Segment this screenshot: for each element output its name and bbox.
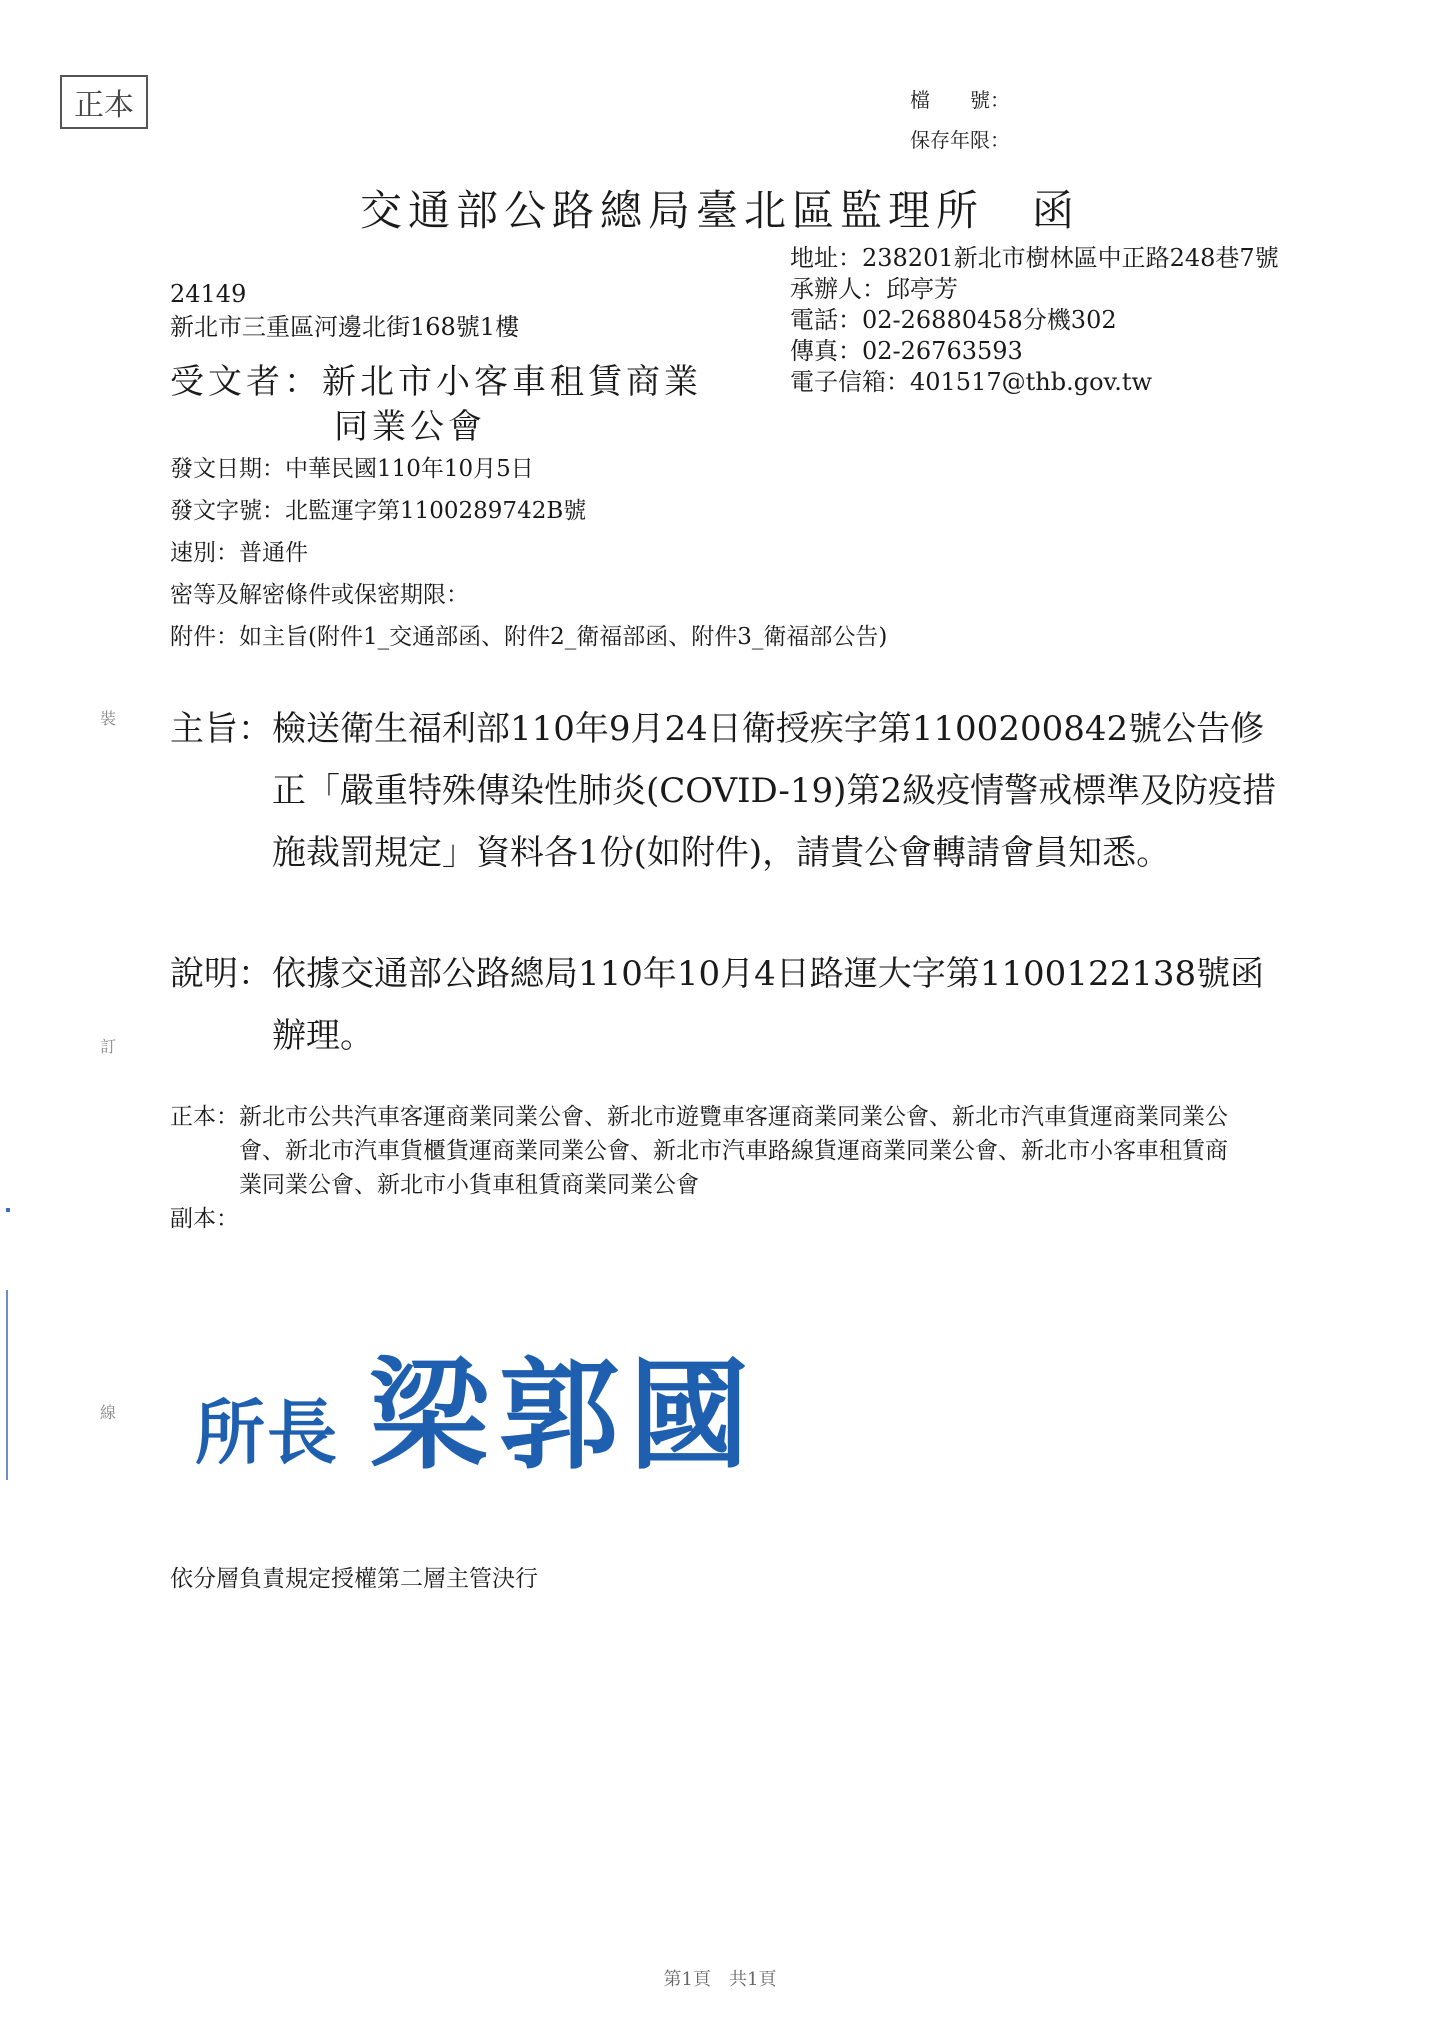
cc-main-label: 正本： bbox=[170, 1104, 239, 1130]
issue-date: 發文日期：中華民國110年10月5日 bbox=[170, 456, 534, 482]
retention-label: 保存年限： bbox=[910, 128, 1010, 152]
contact-phone: 電話：02-26880458分機302 bbox=[790, 306, 1117, 334]
secrecy-level: 密等及解密條件或保密期限： bbox=[170, 582, 469, 608]
contact-fax: 傳真：02-26763593 bbox=[790, 337, 1023, 365]
distribution-section bbox=[170, 1100, 1250, 1236]
contact-address: 地址：238201新北市樹林區中正路248巷7號 bbox=[790, 244, 1279, 272]
attachments: 附件：如主旨(附件1_交通部函、附件2_衛福部函、附件3_衛福部公告) bbox=[170, 624, 888, 650]
recipient-label: 受文者： bbox=[170, 362, 322, 402]
delivery-speed: 速別：普通件 bbox=[170, 540, 308, 566]
director-signature bbox=[195, 1320, 759, 1492]
binding-mark-2: 訂 bbox=[100, 1037, 117, 1056]
document-title: 交通部公路總局臺北區監理所 函 bbox=[359, 186, 1080, 235]
binding-mark-1: 裝 bbox=[100, 709, 117, 728]
page-number: 第1頁 共1頁 bbox=[663, 1969, 777, 1990]
explanation-text: 依據交通部公路總局110年10月4日路運大字第1100122138號函辦理。 bbox=[272, 954, 1265, 1056]
contact-email: 電子信箱：401517@thb.gov.tw bbox=[790, 368, 1153, 396]
binding-line bbox=[6, 1290, 8, 1480]
cc-main-row bbox=[170, 1100, 1250, 1202]
subject-label: 主旨： bbox=[170, 709, 272, 749]
document-meta bbox=[170, 448, 887, 658]
document-number: 發文字號：北監運字第1100289742B號 bbox=[170, 498, 587, 524]
subject-text: 檢送衛生福利部110年9月24日衛授疾字第1100200842號公告修正「嚴重特殊傳染性肺炎(COVID-19)第2級疫情警戒標準及防疫措施裁罰規定」資料各1份(如附件)，請貴公會轉請會員知悉。 bbox=[272, 709, 1277, 873]
cc-copy-label: 副本： bbox=[170, 1206, 239, 1232]
original-copy-stamp: 正本 bbox=[60, 75, 148, 129]
recipient-address: 新北市三重區河邊北街168號1樓 bbox=[170, 313, 520, 341]
cc-copy-row bbox=[170, 1202, 1250, 1236]
file-number-label: 檔 號： bbox=[910, 88, 1010, 112]
binding-mark-3: 線 bbox=[100, 1403, 117, 1422]
recipient-name-line1: 新北市小客車租賃商業 bbox=[322, 362, 702, 402]
contact-handler: 承辦人：邱亭芳 bbox=[790, 275, 958, 303]
recipient-name-line2: 同業公會 bbox=[334, 407, 486, 447]
binding-dot bbox=[6, 1208, 10, 1212]
explanation-section bbox=[170, 943, 1280, 1067]
recipient-address-block bbox=[170, 278, 519, 344]
explanation-label: 說明： bbox=[170, 954, 272, 994]
signature-name: 梁郭國 bbox=[369, 1345, 759, 1486]
recipient-postal-code: 24149 bbox=[170, 280, 247, 308]
subject-section bbox=[170, 698, 1280, 884]
file-info bbox=[910, 80, 1010, 160]
contact-block bbox=[790, 243, 1279, 398]
delegation-note: 依分層負責規定授權第二層主管決行 bbox=[170, 1566, 538, 1592]
cc-main-recipients: 新北市公共汽車客運商業同業公會、新北市遊覽車客運商業同業公會、新北市汽車貨運商業同業公會、新北市汽車貨櫃貨運商業同業公會、新北市汽車路線貨運商業同業公會、新北市小客車租賃商業同業公會、新北市小貨車租賃商業同業公會 bbox=[239, 1104, 1228, 1198]
signature-title: 所長 bbox=[195, 1391, 339, 1474]
recipient bbox=[170, 360, 702, 450]
